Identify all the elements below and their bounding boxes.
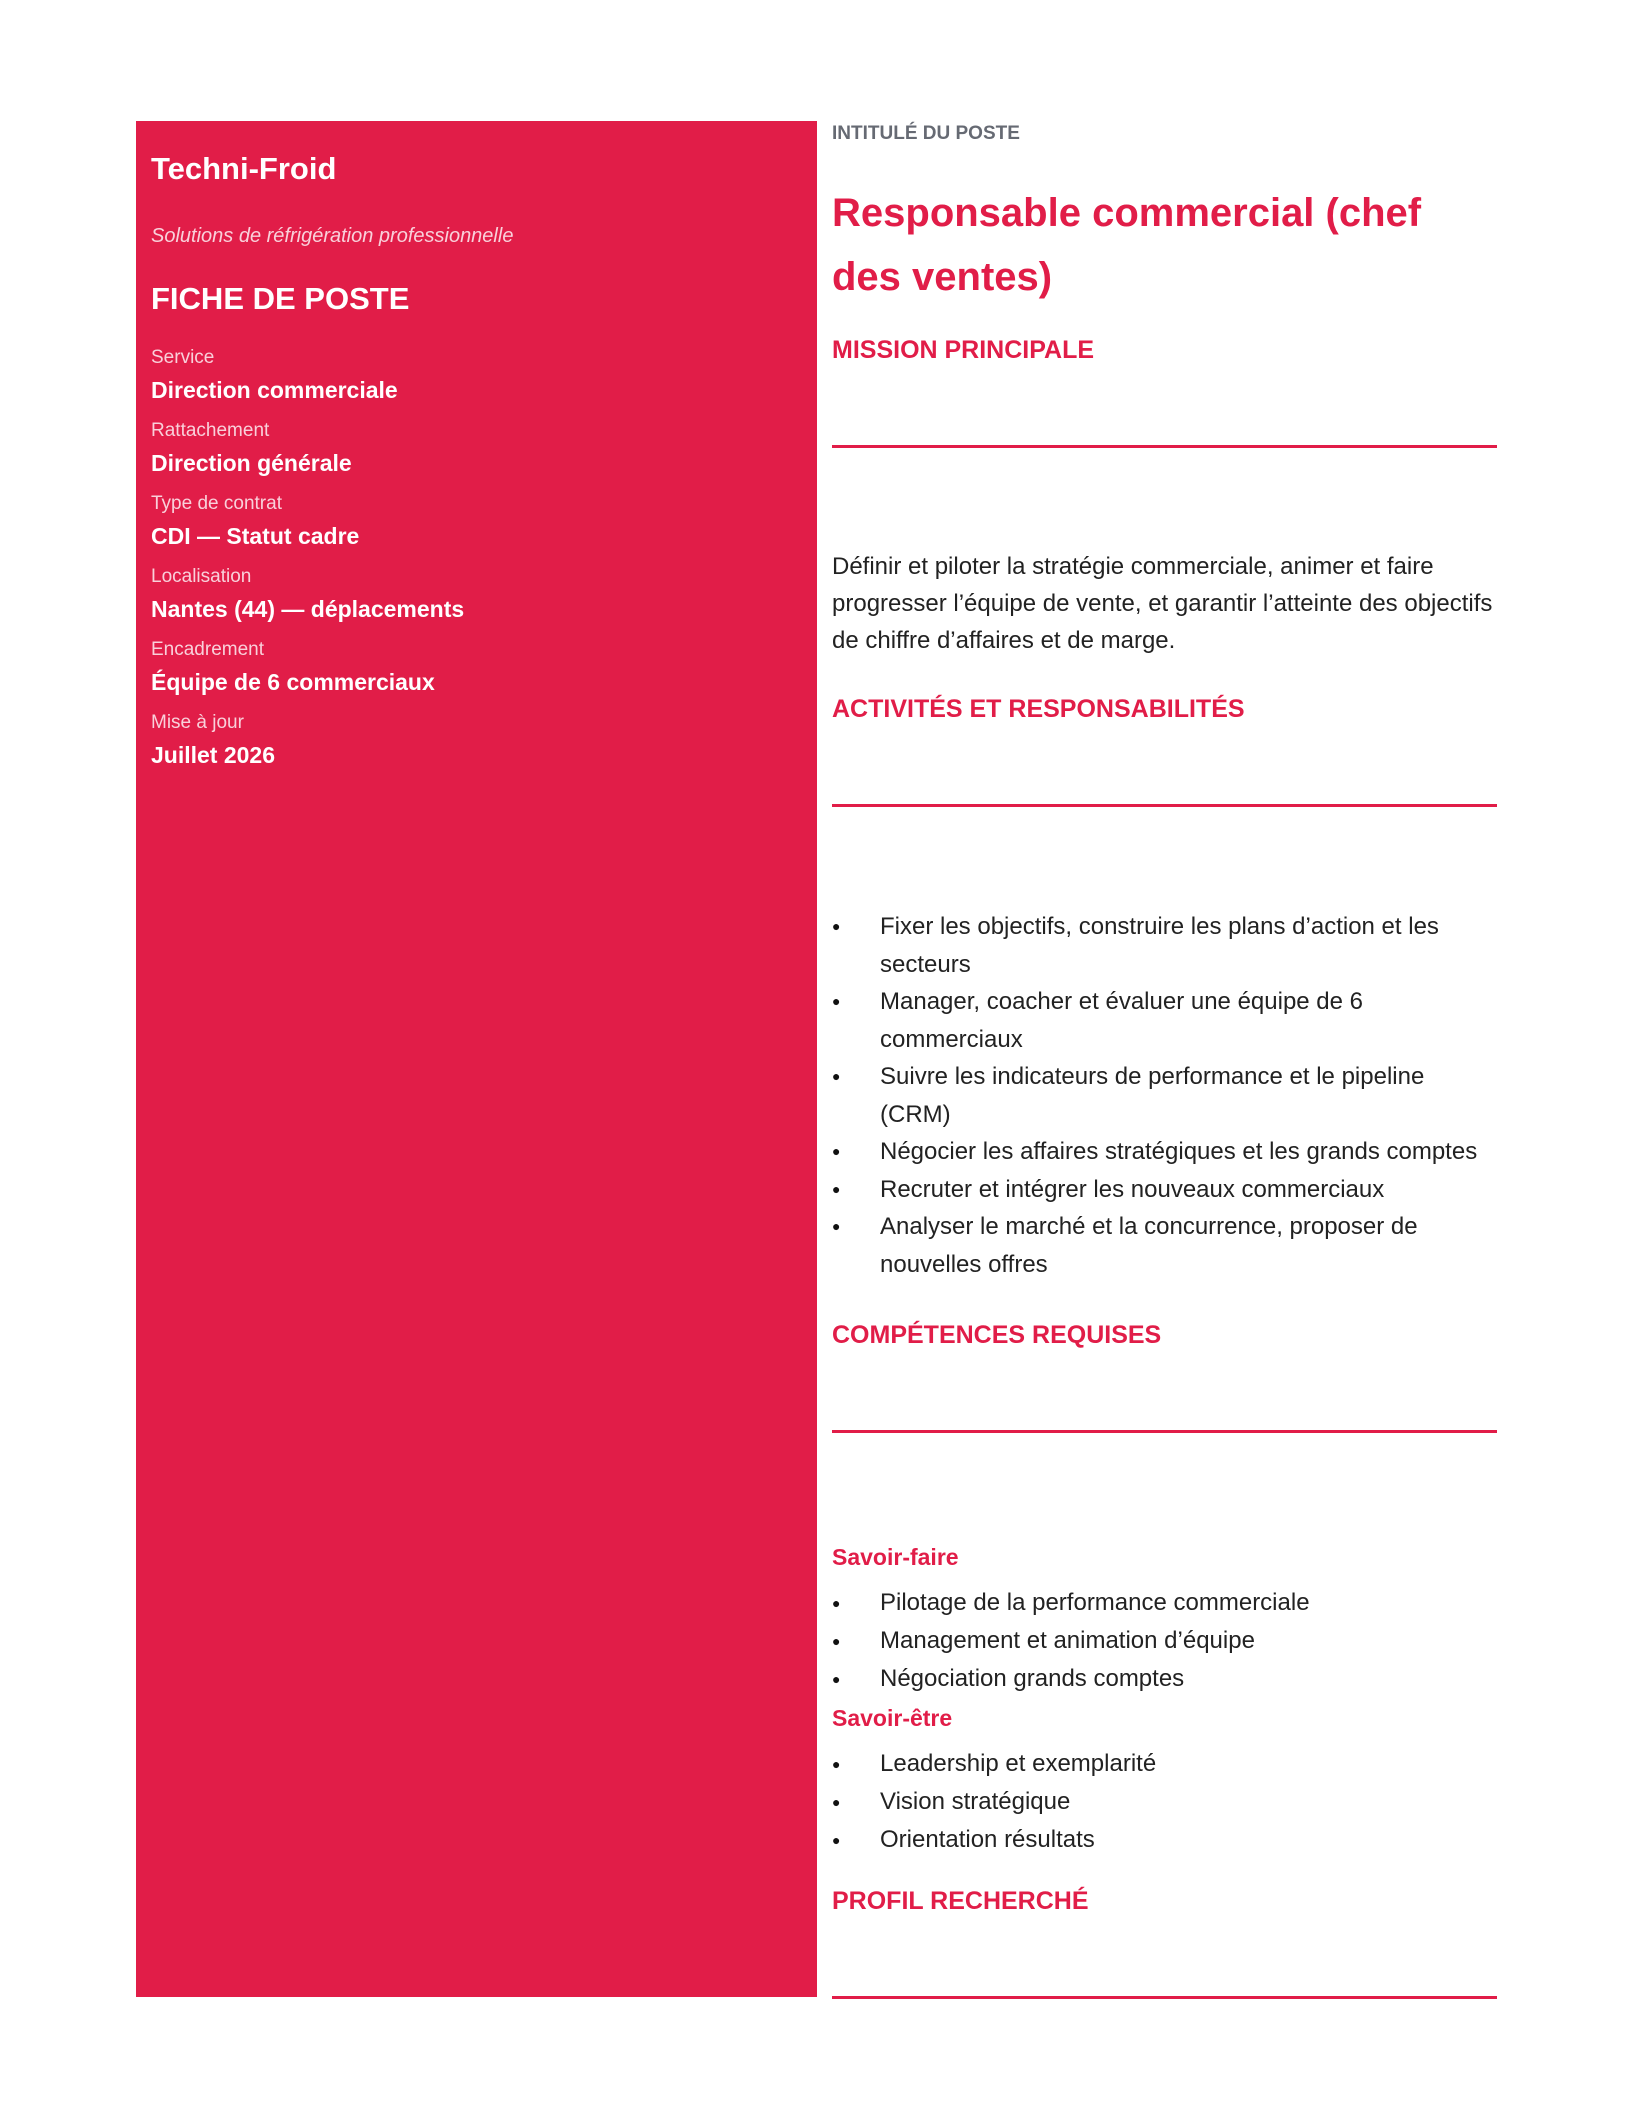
meta-label: Encadrement <box>151 639 265 660</box>
list-item: ● Analyser le marché et la concurrence, proposer de nouvelles offres <box>832 1208 1497 1283</box>
list-item: ● Pilotage de la performance commerciale <box>832 1584 1497 1622</box>
meta-value: Direction commerciale <box>151 377 398 403</box>
job-title: Responsable commercial (chef des ventes) <box>832 191 1422 299</box>
list-item: ● Suivre les indicateurs de performance et le pipeline (CRM) <box>832 1058 1497 1133</box>
section-divider <box>832 445 1497 448</box>
list-item: ● Fixer les objectifs, construire les plans d’action et les secteurs <box>832 908 1497 983</box>
job-title-kicker: INTITULÉ DU POSTE <box>832 123 1020 144</box>
document-title: FICHE DE POSTE <box>151 281 410 316</box>
section-divider <box>832 1430 1497 1433</box>
meta-value: Équipe de 6 commerciaux <box>151 669 435 695</box>
list-item: ● Recruter et intégrer les nouveaux commerciaux <box>832 1171 1497 1209</box>
list-item: ● Orientation résultats <box>832 1821 1497 1859</box>
section-divider <box>832 1996 1497 1999</box>
meta-value: Direction générale <box>151 450 352 476</box>
mission-text: Définir et piloter la stratégie commerciale, animer et faire progresser l’équipe de vente, et garantir l’atteinte des objectifs de chiffre d’affaires et de marge. <box>832 553 1493 654</box>
meta-value: Juillet 2026 <box>151 742 276 768</box>
meta-value: CDI — Statut cadre <box>151 523 360 549</box>
section-divider <box>832 804 1497 807</box>
section-heading-mission: MISSION PRINCIPALE <box>832 336 1095 364</box>
meta-label: Mise à jour <box>151 712 244 733</box>
list-item: ● Négocier les affaires stratégiques et les grands comptes <box>832 1133 1497 1171</box>
list-item: ● Management et animation d’équipe <box>832 1622 1497 1660</box>
sidebar <box>136 121 817 1997</box>
section-heading-profile: PROFIL RECHERCHÉ <box>832 1887 1089 1915</box>
savoir-faire-list <box>832 1584 1497 1698</box>
section-heading-activities: ACTIVITÉS ET RESPONSABILITÉS <box>832 695 1245 723</box>
section-heading-skills: COMPÉTENCES REQUISES <box>832 1321 1162 1349</box>
list-item: ● Négociation grands comptes <box>832 1660 1497 1698</box>
list-item: ● Vision stratégique <box>832 1783 1497 1821</box>
company-tagline: Solutions de réfrigération professionnelle <box>151 225 514 247</box>
meta-label: Rattachement <box>151 420 270 441</box>
subheading-savoir-etre: Savoir-être <box>832 1705 953 1731</box>
company-name: Techni-Froid <box>151 151 337 186</box>
list-item: ● Leadership et exemplarité <box>832 1745 1497 1783</box>
meta-value: Nantes (44) — déplacements <box>151 596 465 622</box>
meta-label: Localisation <box>151 566 252 587</box>
meta-label: Type de contrat <box>151 493 282 514</box>
list-item: ● Manager, coacher et évaluer une équipe de 6 commerciaux <box>832 983 1497 1058</box>
meta-label: Service <box>151 347 215 368</box>
subheading-savoir-faire: Savoir-faire <box>832 1544 959 1570</box>
savoir-etre-list <box>832 1745 1497 1859</box>
activities-list <box>832 908 1497 1283</box>
